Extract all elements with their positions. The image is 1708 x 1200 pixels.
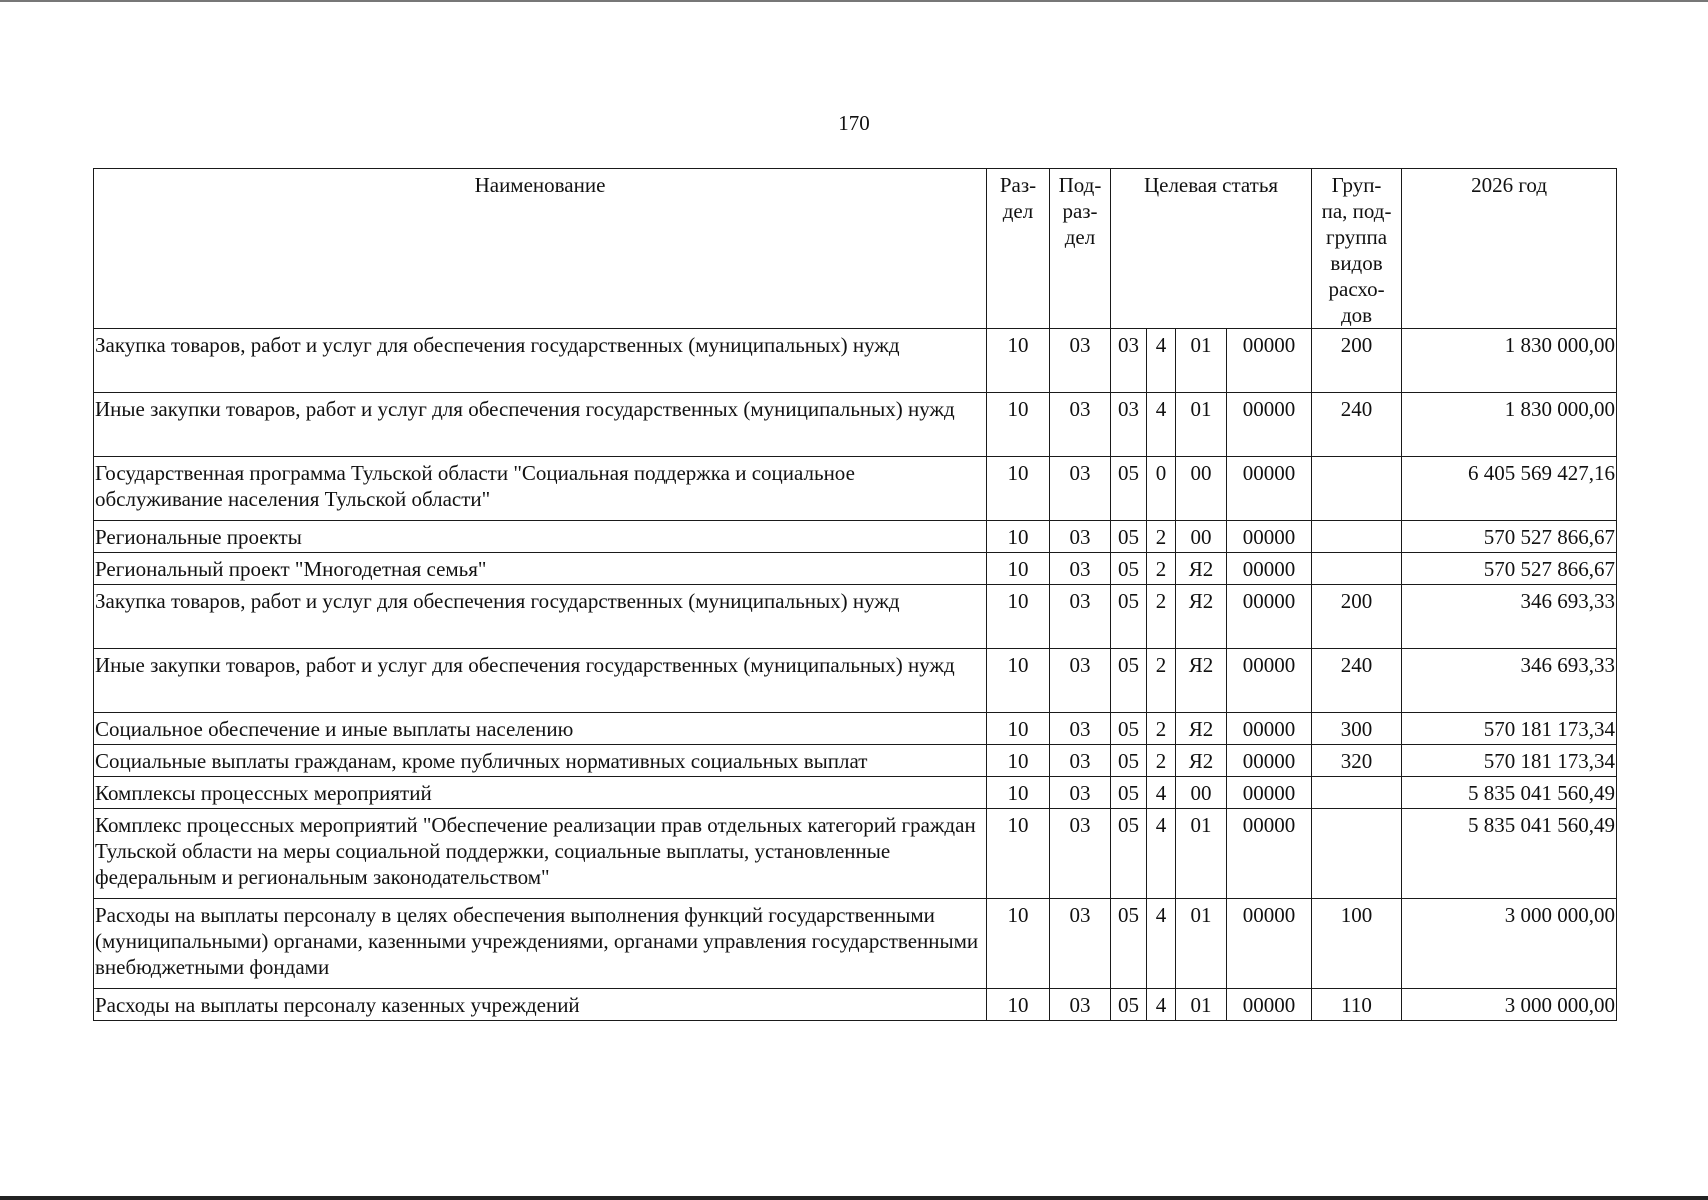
row-target-type: 2 <box>1147 553 1176 585</box>
table-row <box>94 553 1617 585</box>
row-name: Расходы на выплаты персоналу в целях обеспечения выполнения функций государственными (муниципальными) органами, казенными учреждениями, органами управления государственными внебюджетными фондами <box>94 899 987 989</box>
row-section: 10 <box>987 899 1050 989</box>
row-amount: 3 000 000,00 <box>1402 989 1617 1021</box>
row-target-direction: 00000 <box>1227 989 1312 1021</box>
row-target-program: 05 <box>1111 553 1147 585</box>
row-target-type: 4 <box>1147 777 1176 809</box>
table-row <box>94 393 1617 457</box>
row-subsection: 03 <box>1050 649 1111 713</box>
row-expense-group <box>1312 521 1402 553</box>
row-amount: 1 830 000,00 <box>1402 329 1617 393</box>
row-name: Региональные проекты <box>94 521 987 553</box>
row-target-program: 05 <box>1111 989 1147 1021</box>
row-target-direction: 00000 <box>1227 809 1312 899</box>
table-row <box>94 899 1617 989</box>
row-target-type: 2 <box>1147 585 1176 649</box>
row-subsection: 03 <box>1050 713 1111 745</box>
row-target-subprogram: Я2 <box>1176 553 1227 585</box>
row-expense-group: 240 <box>1312 393 1402 457</box>
row-target-program: 03 <box>1111 393 1147 457</box>
row-target-program: 05 <box>1111 809 1147 899</box>
row-section: 10 <box>987 713 1050 745</box>
table-row <box>94 809 1617 899</box>
row-target-direction: 00000 <box>1227 457 1312 521</box>
header-target-article: Целевая статья <box>1111 169 1312 329</box>
row-name: Социальные выплаты гражданам, кроме публичных нормативных социальных выплат <box>94 745 987 777</box>
row-expense-group <box>1312 777 1402 809</box>
row-target-subprogram: Я2 <box>1176 585 1227 649</box>
table-header-row <box>94 169 1617 329</box>
row-expense-group: 300 <box>1312 713 1402 745</box>
row-subsection: 03 <box>1050 989 1111 1021</box>
row-target-subprogram: 00 <box>1176 777 1227 809</box>
row-target-subprogram: 01 <box>1176 809 1227 899</box>
row-name: Иные закупки товаров, работ и услуг для обеспечения государственных (муниципальных) нужд <box>94 649 987 713</box>
row-subsection: 03 <box>1050 553 1111 585</box>
row-target-program: 05 <box>1111 899 1147 989</box>
table-row <box>94 457 1617 521</box>
row-amount: 570 527 866,67 <box>1402 521 1617 553</box>
row-subsection: 03 <box>1050 521 1111 553</box>
row-target-type: 2 <box>1147 745 1176 777</box>
row-expense-group <box>1312 809 1402 899</box>
header-name: Наименование <box>94 169 987 329</box>
row-target-subprogram: Я2 <box>1176 649 1227 713</box>
row-target-type: 4 <box>1147 989 1176 1021</box>
row-name: Закупка товаров, работ и услуг для обеспечения государственных (муниципальных) нужд <box>94 585 987 649</box>
row-target-direction: 00000 <box>1227 777 1312 809</box>
row-target-program: 05 <box>1111 521 1147 553</box>
table-row <box>94 745 1617 777</box>
row-name: Иные закупки товаров, работ и услуг для обеспечения государственных (муниципальных) нужд <box>94 393 987 457</box>
row-amount: 346 693,33 <box>1402 585 1617 649</box>
row-target-direction: 00000 <box>1227 553 1312 585</box>
row-expense-group: 110 <box>1312 989 1402 1021</box>
row-amount: 5 835 041 560,49 <box>1402 777 1617 809</box>
row-target-type: 4 <box>1147 329 1176 393</box>
row-section: 10 <box>987 649 1050 713</box>
row-target-type: 4 <box>1147 393 1176 457</box>
row-subsection: 03 <box>1050 899 1111 989</box>
row-amount: 570 181 173,34 <box>1402 713 1617 745</box>
table-row <box>94 521 1617 553</box>
row-name: Комплекс процессных мероприятий "Обеспечение реализации прав отдельных категорий граждан Тульской области на меры социальной поддержки, социальные выплаты, установленные федеральным и региональным законодательством" <box>94 809 987 899</box>
table-row <box>94 585 1617 649</box>
row-section: 10 <box>987 777 1050 809</box>
row-section: 10 <box>987 585 1050 649</box>
row-target-subprogram: 00 <box>1176 521 1227 553</box>
row-target-type: 4 <box>1147 899 1176 989</box>
table-row <box>94 329 1617 393</box>
row-target-subprogram: 01 <box>1176 899 1227 989</box>
row-section: 10 <box>987 329 1050 393</box>
row-target-direction: 00000 <box>1227 585 1312 649</box>
row-amount: 570 527 866,67 <box>1402 553 1617 585</box>
row-target-subprogram: 01 <box>1176 329 1227 393</box>
row-name: Закупка товаров, работ и услуг для обеспечения государственных (муниципальных) нужд <box>94 329 987 393</box>
row-amount: 570 181 173,34 <box>1402 745 1617 777</box>
table-row <box>94 713 1617 745</box>
row-target-type: 2 <box>1147 713 1176 745</box>
row-target-direction: 00000 <box>1227 899 1312 989</box>
row-subsection: 03 <box>1050 745 1111 777</box>
table-row <box>94 649 1617 713</box>
row-target-subprogram: Я2 <box>1176 745 1227 777</box>
row-target-type: 4 <box>1147 809 1176 899</box>
page-number: 170 <box>838 111 870 135</box>
header-subsection: Под- раз- дел <box>1050 169 1111 329</box>
row-expense-group <box>1312 553 1402 585</box>
row-amount: 5 835 041 560,49 <box>1402 809 1617 899</box>
row-target-program: 05 <box>1111 649 1147 713</box>
row-expense-group: 200 <box>1312 585 1402 649</box>
row-expense-group <box>1312 457 1402 521</box>
row-target-type: 2 <box>1147 521 1176 553</box>
header-year: 2026 год <box>1402 169 1617 329</box>
row-name: Расходы на выплаты персоналу казенных учреждений <box>94 989 987 1021</box>
row-subsection: 03 <box>1050 457 1111 521</box>
row-subsection: 03 <box>1050 777 1111 809</box>
row-name: Социальное обеспечение и иные выплаты населению <box>94 713 987 745</box>
row-subsection: 03 <box>1050 329 1111 393</box>
row-target-program: 05 <box>1111 745 1147 777</box>
row-target-direction: 00000 <box>1227 649 1312 713</box>
budget-table <box>93 168 1617 1021</box>
row-target-program: 05 <box>1111 457 1147 521</box>
row-target-direction: 00000 <box>1227 393 1312 457</box>
row-target-direction: 00000 <box>1227 713 1312 745</box>
row-expense-group: 100 <box>1312 899 1402 989</box>
row-amount: 1 830 000,00 <box>1402 393 1617 457</box>
row-amount: 3 000 000,00 <box>1402 899 1617 989</box>
row-target-subprogram: 00 <box>1176 457 1227 521</box>
row-section: 10 <box>987 809 1050 899</box>
row-target-program: 03 <box>1111 329 1147 393</box>
row-subsection: 03 <box>1050 585 1111 649</box>
row-target-type: 0 <box>1147 457 1176 521</box>
header-expense-group: Груп- па, под- группа видов расхо- дов <box>1312 169 1402 329</box>
table-row <box>94 777 1617 809</box>
row-section: 10 <box>987 521 1050 553</box>
row-target-type: 2 <box>1147 649 1176 713</box>
row-target-subprogram: Я2 <box>1176 713 1227 745</box>
row-target-subprogram: 01 <box>1176 989 1227 1021</box>
table-row <box>94 989 1617 1021</box>
row-section: 10 <box>987 989 1050 1021</box>
header-section: Раз- дел <box>987 169 1050 329</box>
row-target-program: 05 <box>1111 713 1147 745</box>
row-expense-group: 240 <box>1312 649 1402 713</box>
row-subsection: 03 <box>1050 809 1111 899</box>
row-section: 10 <box>987 553 1050 585</box>
scan-top-edge <box>0 0 1708 2</box>
row-name: Комплексы процессных мероприятий <box>94 777 987 809</box>
row-name: Государственная программа Тульской области "Социальная поддержка и социальное обслуживание населения Тульской области" <box>94 457 987 521</box>
row-target-direction: 00000 <box>1227 745 1312 777</box>
row-expense-group: 200 <box>1312 329 1402 393</box>
row-expense-group: 320 <box>1312 745 1402 777</box>
row-target-program: 05 <box>1111 777 1147 809</box>
row-section: 10 <box>987 457 1050 521</box>
row-target-subprogram: 01 <box>1176 393 1227 457</box>
row-section: 10 <box>987 745 1050 777</box>
row-target-program: 05 <box>1111 585 1147 649</box>
row-name: Региональный проект "Многодетная семья" <box>94 553 987 585</box>
row-target-direction: 00000 <box>1227 521 1312 553</box>
table-body <box>94 329 1617 1021</box>
row-section: 10 <box>987 393 1050 457</box>
scan-bottom-edge <box>0 1196 1708 1200</box>
row-target-direction: 00000 <box>1227 329 1312 393</box>
row-amount: 6 405 569 427,16 <box>1402 457 1617 521</box>
row-amount: 346 693,33 <box>1402 649 1617 713</box>
row-subsection: 03 <box>1050 393 1111 457</box>
